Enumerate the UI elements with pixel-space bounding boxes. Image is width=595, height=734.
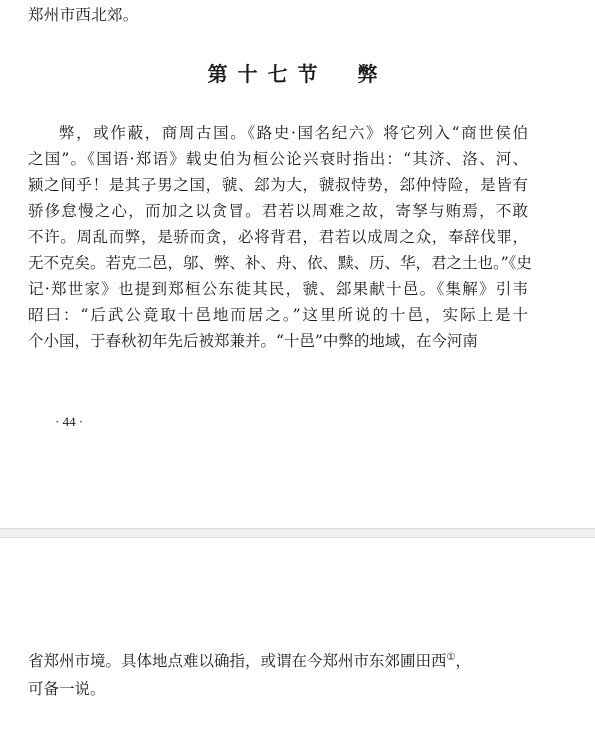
paragraph-line: 个小国，于春秋初年先后被郑兼并。“十邑”中弊的地域，在今河南 <box>28 332 478 350</box>
paragraph-line: 无不克矣。若克二邑，邬、弊、补、舟、依、黩、历、华，君之土也。”《史 <box>28 254 532 272</box>
paragraph-line: 弊，或作蔽，商周古国。《路史·国名纪六》将它列入“商世侯伯 <box>59 124 528 142</box>
paragraph-line: 颍之间乎！是其子男之国，虢、郐为大，虢叔恃势，郐仲恃险，是皆有 <box>28 176 528 194</box>
footnote-marker[interactable]: ① <box>446 651 456 663</box>
page-lower <box>0 538 595 734</box>
section-paragraph <box>28 120 532 354</box>
top-line: 郑州市西北郊。 <box>28 6 139 24</box>
continued-line: 可备一说。 <box>28 680 106 698</box>
paragraph-line: 不许。周乱而弊，是骄而贪，必将背君，君若以成周之众，奉辞伐罪， <box>28 228 528 246</box>
continued-line-text: 省郑州市境。具体地点难以确指，或谓在今郑州市东郊圃田西 <box>28 652 447 670</box>
continued-line-punct: ， <box>455 652 471 670</box>
page-separator <box>0 528 595 538</box>
paragraph-line: 之国”。《国语·郑语》载史伯为桓公论兴衰时指出：“其济、洛、河、 <box>28 150 528 168</box>
paragraph-line: 昭曰：“后武公竟取十邑地而居之。”这里所说的十邑，实际上是十 <box>28 306 528 324</box>
paragraph-line: 骄侈怠慢之心，而加之以贪冒。君若以周难之故，寄孥与贿焉，不敢 <box>28 202 528 220</box>
page-number: · 44 · <box>55 414 84 429</box>
paragraph-line: 记·郑世家》也提到郑桓公东徙其民，虢、郐果献十邑。《集解》引韦 <box>28 280 528 298</box>
continued-line <box>28 647 528 675</box>
section-title: 第十七节 弊 <box>207 62 388 86</box>
continued-paragraph <box>28 647 528 703</box>
